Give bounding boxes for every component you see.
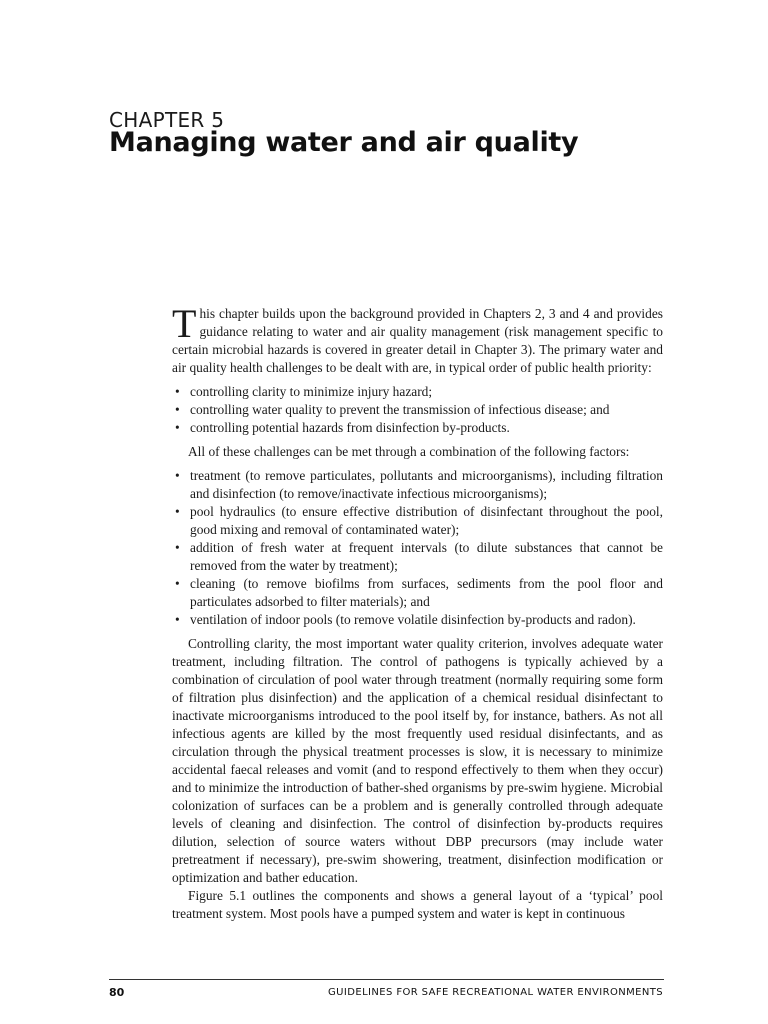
footer-divider: [109, 979, 664, 980]
list-item: • pool hydraulics (to ensure effective distribution of disinfectant throughout the pool, good mixing and removal of contaminated water);: [172, 503, 663, 539]
list-item: • controlling water quality to prevent the transmission of infectious disease; and: [172, 401, 663, 419]
paragraph: Controlling clarity, the most important water quality criterion, involves adequate water treatment, including filtration. The control of pathogens is typically achieved by a combination of circulation of pool water through treatment (normally requiring some form of filtration plus disinfection) and the application of a chemical residual disinfectant to inactivate microorganisms introduced to the pool itself by, for instance, bathers. As not all infectious agents are killed by the most frequently used residual disinfectants, and as circulation through the physical treatment processes is slow, it is necessary to minimize accidental faecal releases and vomit (and to respond effectively to them when they occur) and to minimize the introduction of bather-shed organisms by pre-swim hygiene. Microbial colonization of surfaces can be a problem and is generally controlled through adequate levels of cleaning and disinfection. The control of disinfection by-products requires dilution, selection of source waters without DBP precursors (may include water pretreatment if necessary), pre-swim showering, treatment, disinfection modification or optimization and bather education.: [172, 636, 663, 885]
list-item: • controlling potential hazards from disinfection by-products.: [172, 419, 663, 437]
challenges-list: [172, 383, 663, 437]
intro-text: his chapter builds upon the background provided in Chapters 2, 3 and 4 and provides guidance relating to water and air quality management (risk management specific to certain microbial hazards is covered in greater detail in Chapter 3). The primary water and air quality health challenges to be dealt with are, in typical order of public health priority:: [172, 306, 663, 375]
body-text: [172, 301, 663, 923]
list-item: • ventilation of indoor pools (to remove volatile disinfection by-products and radon).: [172, 611, 663, 629]
factors-list: [172, 467, 663, 629]
running-footer-title: GUIDELINES FOR SAFE RECREATIONAL WATER ENVIRONMENTS: [328, 987, 663, 998]
chapter-title: Managing water and air quality: [109, 127, 579, 158]
factors-intro: All of these challenges can be met through a combination of the following factors:: [188, 444, 630, 459]
list-item: • addition of fresh water at frequent intervals (to dilute substances that cannot be removed from the water by treatment);: [172, 539, 663, 575]
list-item: • treatment (to remove particulates, pollutants and microorganisms), including filtration and disinfection (to remove/inactivate infectious microorganisms);: [172, 467, 663, 503]
chapter-label: CHAPTER 5: [109, 108, 225, 132]
page-number: 80: [109, 986, 125, 999]
paragraph: Figure 5.1 outlines the components and shows a general layout of a ‘typical’ pool treatment system. Most pools have a pumped system and water is kept in continuous: [172, 888, 663, 921]
list-item: • controlling clarity to minimize injury hazard;: [172, 383, 663, 401]
drop-cap: T: [172, 301, 197, 346]
intro-paragraph: [172, 301, 663, 377]
list-item: • cleaning (to remove biofilms from surfaces, sediments from the pool floor and particulates adsorbed to filter materials); and: [172, 575, 663, 611]
